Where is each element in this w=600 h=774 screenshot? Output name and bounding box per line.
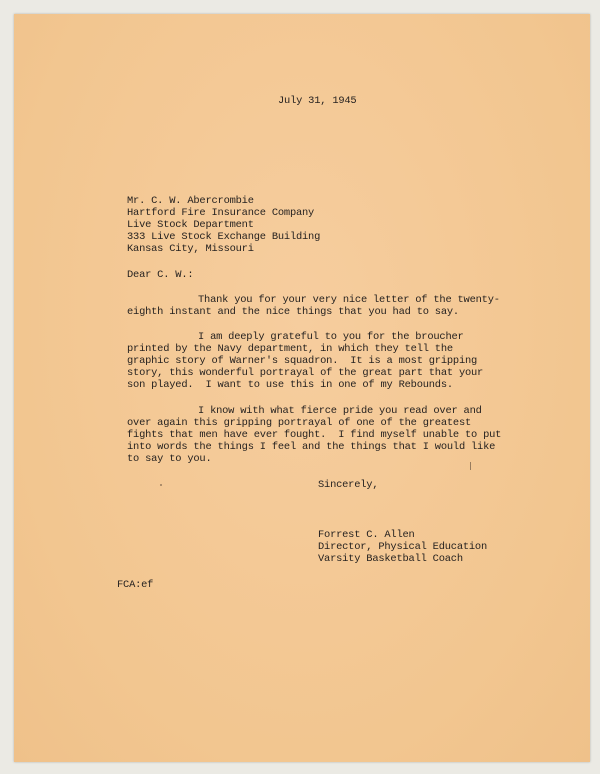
paragraph-line: son played. I want to use this in one of my Rebounds. xyxy=(127,379,453,391)
reference-initials: FCA:ef xyxy=(117,579,154,591)
recipient-department: Live Stock Department xyxy=(127,219,254,231)
signature-title: Director, Physical Education xyxy=(318,541,487,553)
paragraph-line: I am deeply grateful to you for the broucher xyxy=(198,331,464,343)
paragraph-line: Thank you for your very nice letter of the twenty- xyxy=(198,294,500,306)
paragraph-line: over again this gripping portrayal of one of the greatest xyxy=(127,417,472,429)
paragraph-line: graphic story of Warner's squadron. It is a most gripping xyxy=(127,355,478,367)
paragraph-line: fights that men have ever fought. I find myself unable to put xyxy=(127,429,502,441)
paper-mark xyxy=(470,462,471,470)
letter-date: July 31, 1945 xyxy=(278,95,357,107)
paragraph-line: I know with what fierce pride you read over and xyxy=(198,405,482,417)
paragraph-line: into words the things I feel and the things that I would like xyxy=(127,441,496,453)
letter-page xyxy=(14,14,590,762)
salutation: Dear C. W.: xyxy=(127,269,194,281)
recipient-name: Mr. C. W. Abercrombie xyxy=(127,195,254,207)
recipient-street: 333 Live Stock Exchange Building xyxy=(127,231,321,243)
recipient-city: Kansas City, Missouri xyxy=(127,243,254,255)
closing: Sincerely, xyxy=(318,479,379,491)
recipient-company: Hartford Fire Insurance Company xyxy=(127,207,315,219)
paragraph-line: to say to you. xyxy=(127,453,212,465)
paragraph-line: eighth instant and the nice things that you had to say. xyxy=(127,306,459,318)
paragraph-line: story, this wonderful portrayal of the great part that your xyxy=(127,367,484,379)
signature-position: Varsity Basketball Coach xyxy=(318,553,463,565)
paragraph-line: printed by the Navy department, in which they tell the xyxy=(127,343,453,355)
signature-name: Forrest C. Allen xyxy=(318,529,415,541)
paper-speck xyxy=(160,484,162,486)
